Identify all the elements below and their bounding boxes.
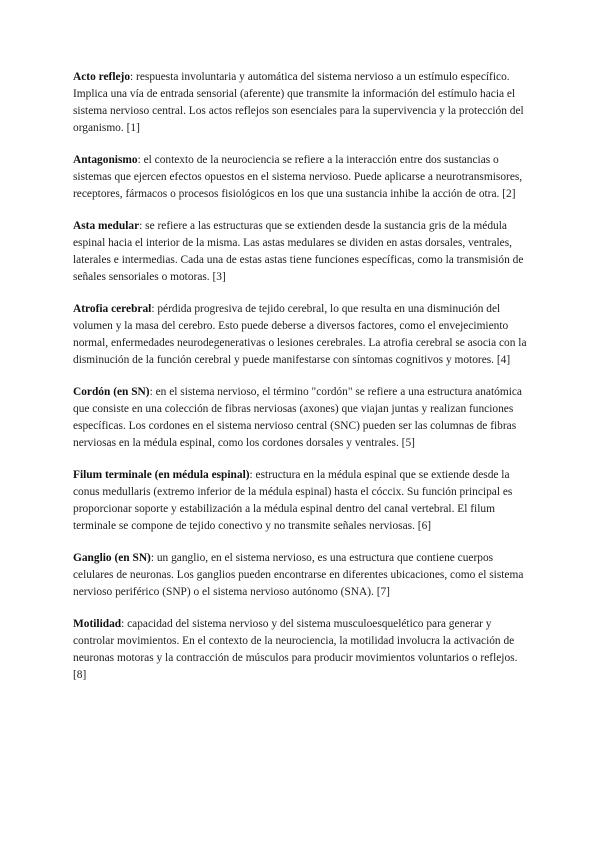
glossary-entry-cordon xyxy=(73,384,528,452)
glossary-body xyxy=(73,69,528,699)
glossary-entry-filum-terminale xyxy=(73,467,528,535)
glossary-entry-antagonismo xyxy=(73,152,528,203)
glossary-term: Antagonismo xyxy=(73,154,138,166)
glossary-definition: : en el sistema nervioso, el término "cordón" se refiere a una estructura anatómica que consiste en una colección de fibras nerviosas (axones) que viajan juntas y realizan funciones específicas. Los cordones en el sistema nervioso central (SNC) pueden ser las columnas de fibras nerviosas en la médula espinal, como los cordones dorsales y ventrales. [5] xyxy=(73,386,522,449)
glossary-entry-acto-reflejo xyxy=(73,69,528,137)
glossary-term: Cordón (en SN) xyxy=(73,386,150,398)
glossary-term: Filum terminale (en médula espinal) xyxy=(73,469,250,481)
glossary-entry-ganglio xyxy=(73,550,528,601)
glossary-definition: : capacidad del sistema nervioso y del sistema musculoesquelético para generar y controlar movimientos. En el contexto de la neurociencia, la motilidad involucra la activación de neuronas motoras y la contracción de músculos para producir movimientos voluntarios o reflejos. [8] xyxy=(73,618,518,681)
glossary-definition: : estructura en la médula espinal que se extiende desde la conus medullaris (extremo inferior de la médula espinal) hasta el cóccix. Su función principal es proporcionar soporte y estabilización a la médula espinal dentro del canal vertebral. El filum terminale se compone de tejido conectivo y no transmite señales nerviosas. [6] xyxy=(73,469,513,532)
glossary-definition: : respuesta involuntaria y automática del sistema nervioso a un estímulo específico. Implica una vía de entrada sensorial (aferente) que transmite la información del estímulo hacia el sistema nervioso central. Los actos reflejos son esenciales para la supervivencia y la protección del organismo. [1] xyxy=(73,71,524,134)
glossary-term: Ganglio (en SN) xyxy=(73,552,151,564)
glossary-term: Asta medular xyxy=(73,220,140,232)
glossary-term: Acto reflejo xyxy=(73,71,131,83)
glossary-definition: : un ganglio, en el sistema nervioso, es una estructura que contiene cuerpos celulares de neuronas. Los ganglios pueden encontrarse en diferentes ubicaciones, como el sistema nervioso periférico (SNP) o el sistema nervioso autónomo (SNA). [7] xyxy=(73,552,524,598)
glossary-definition: : pérdida progresiva de tejido cerebral, lo que resulta en una disminución del volumen y la masa del cerebro. Esto puede deberse a diversos factores, como el envejecimiento normal, enfermedades neurodegenerativas o lesiones cerebrales. La atrofia cerebral se asocia con la disminución de la función cerebral y puede manifestarse con síntomas cognitivos y motores. [4] xyxy=(73,303,527,366)
glossary-entry-motilidad xyxy=(73,616,528,684)
glossary-definition: : el contexto de la neurociencia se refiere a la interacción entre dos sustancias o sistemas que ejercen efectos opuestos en el sistema nervioso. Puede aplicarse a neurotransmisores, receptores, fármacos o procesos fisiológicos en los que una sustancia inhibe la acción de otra. [2] xyxy=(73,154,523,200)
glossary-term: Motilidad xyxy=(73,618,122,630)
glossary-entry-atrofia-cerebral xyxy=(73,301,528,369)
glossary-definition: : se refiere a las estructuras que se extienden desde la sustancia gris de la médula espinal hacia el interior de la misma. Las astas medulares se dividen en astas dorsales, ventrales, laterales e intermedias. Cada una de estas astas tiene funciones específicas, como la transmisión de señales sensoriales o motoras. [3] xyxy=(73,220,524,283)
glossary-entry-asta-medular xyxy=(73,218,528,286)
glossary-term: Atrofia cerebral xyxy=(73,303,152,315)
